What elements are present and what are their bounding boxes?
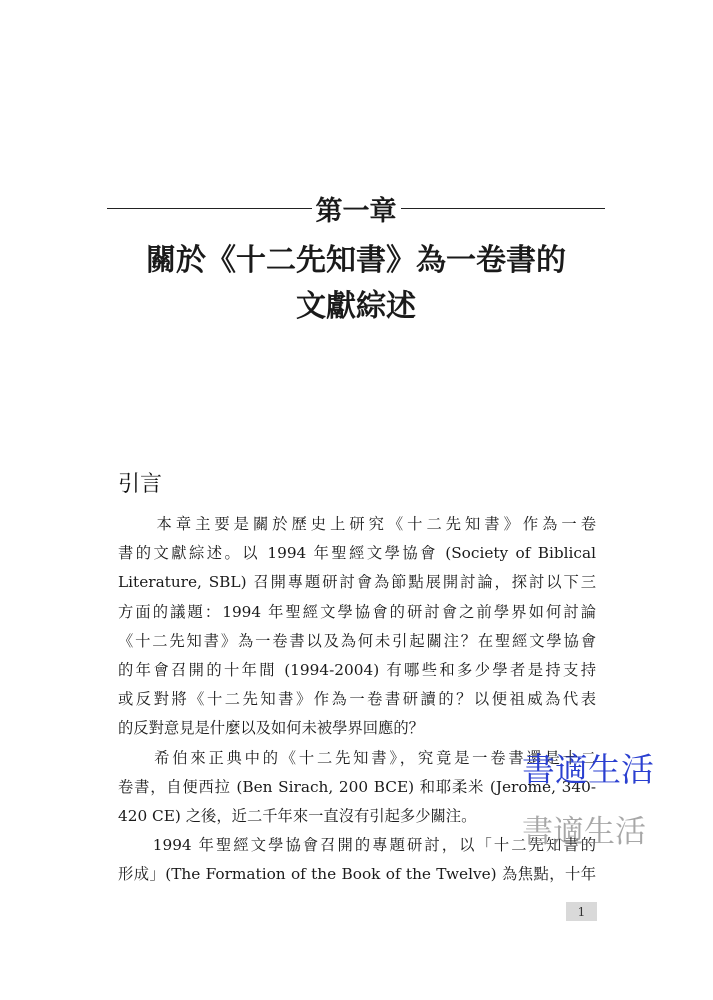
- chapter-label: 第一章: [315, 195, 397, 227]
- chapter-rule-left: [107, 208, 312, 209]
- chapter-rule-right: [401, 208, 606, 209]
- watermark-secondary: 書適生活: [522, 814, 646, 850]
- chapter-title: [100, 238, 612, 330]
- body-line: 本章主要是關於歷史上研究《十二先知書》作為一卷: [118, 515, 596, 533]
- watermark-primary: 書適生活: [522, 750, 654, 789]
- body-line: 卷書，自便西拉 (Ben Sirach, 200 BCE) 和耶柔米 (Jerome, 340-: [118, 777, 596, 796]
- body-line: 書的文獻綜述。以 1994 年聖經文學協會 (Society of Biblical: [118, 544, 596, 563]
- body-line: 420 CE) 之後，近二千年來一直沒有引起多少關注。: [118, 806, 477, 825]
- body-line: 形成」(The Formation of the Book of the Twelve) 為焦點，十年: [118, 865, 596, 884]
- body-line: 希伯來正典中的《十二先知書》，究竟是一卷書還是十二: [118, 748, 596, 767]
- body-line: 1994 年聖經文學協會召開的專題研討，以「十二先知書的: [118, 836, 596, 855]
- body-line: 《十二先知書》為一卷書以及為何未引起關注？在聖經文學協會: [118, 631, 596, 650]
- section-heading: 引言: [118, 472, 163, 497]
- chapter-title-line-1: 關於《十二先知書》為一卷書的: [146, 243, 566, 278]
- chapter-title-line-2: 文獻綜述: [296, 289, 416, 324]
- chapter-header: [107, 188, 605, 228]
- body-line: 的年會召開的十年間 (1994-2004) 有哪些和多少學者是持支持: [118, 660, 596, 679]
- body-line: 方面的議題：1994 年聖經文學協會的研討會之前學界如何討論: [118, 602, 596, 621]
- body-line: 的反對意見是什麼以及如何未被學界回應的？: [118, 719, 424, 738]
- body-line: Literature, SBL) 召開專題研討會為節點展開討論，探討以下三: [118, 573, 596, 592]
- body-line: 或反對將《十二先知書》作為一卷書研讀的？以便祖威為代表: [118, 690, 596, 709]
- page-number: 1: [566, 902, 597, 921]
